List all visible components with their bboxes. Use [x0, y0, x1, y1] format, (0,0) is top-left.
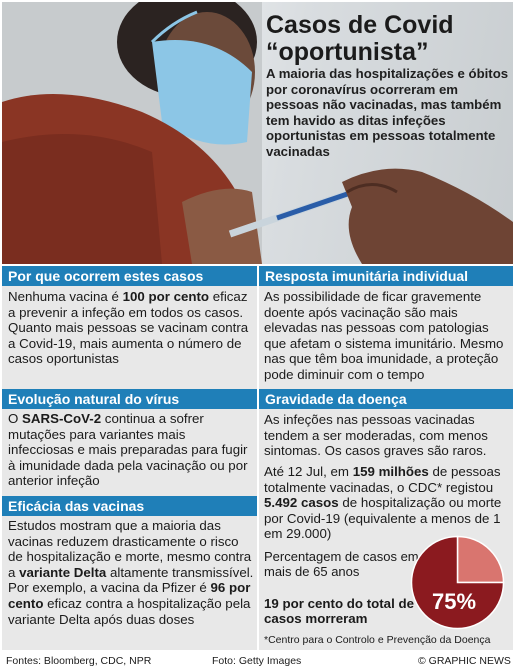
text-highlight: 5.492 casos [264, 495, 339, 511]
text-fragment: de pessoas totalmente vacinadas, o CDC* registou [264, 464, 501, 495]
section-text-efficacy [8, 518, 254, 627]
text-fragment: eficaz a prevenir a infeção em todos os casos. Quanto mais pessoas se vacinam contra a Covid-19, mais aumenta o número de casos oportunistas [8, 289, 249, 367]
section-heading-efficacy: Eficácia das vacinas [2, 496, 257, 516]
page-subtitle: A maioria das hospitalizações e óbitos por coronavírus ocorreram em pessoas não vacinadas, mas também tem havido as ditas infeções oportunistas em pessoas totalmente vacinadas [266, 66, 509, 159]
text-highlight: variante Delta [19, 564, 107, 580]
title-line-2: “oportunista” [266, 38, 429, 66]
section-text-evolution [8, 411, 254, 489]
footer-copyright: © GRAPHIC NEWS [418, 655, 511, 667]
text-fragment: eficaz contra a hospitalização pela variante Delta após duas doses [8, 595, 251, 627]
text-fragment: Até 12 Jul, em [264, 464, 353, 479]
section-heading-immune: Resposta imunitária individual [259, 266, 513, 286]
text-highlight: 100 por cento [122, 289, 210, 304]
section-heading-severity: Gravidade da doença [259, 389, 513, 409]
section-heading-evolution: Evolução natural do vírus [2, 389, 257, 409]
section-text-severity-2 [264, 464, 509, 542]
pie-slice [458, 537, 504, 583]
text-highlight: 96 por cento [8, 580, 251, 611]
title-line-1: Casos de Covid [266, 11, 454, 39]
section-text-severity-1: As infeções nas pessoas vacinadas tendem a ser moderadas, com menos sintomas. Os casos graves são raros. [264, 412, 488, 459]
text-fragment: Nenhuma vacina é [8, 289, 123, 304]
page-title [266, 12, 511, 66]
text-fragment: altamente transmissível. Por exemplo, a vacina da Pfizer é [8, 564, 254, 596]
text-fragment: O [8, 411, 23, 426]
text-fragment: continua a sofrer mutações para variantes mais infecciosas e mais preparadas para fugir à imunidade dada pela vacinação ou por anterior infeção [8, 411, 248, 489]
section-text-immune: As possibilidade de ficar gravemente doente após vacinação são mais elevadas nas pessoas com patologias que afetam o sistema imunitário. Mesmo nas que têm boa imunidade, a proteção pode diminuir com o tempo [264, 289, 504, 382]
footer [0, 652, 515, 671]
text-fragment: de hospitalização ou morte por Covid-19 (equivalente a menos de 1 em 29.000) [264, 495, 502, 542]
footer-sources: Fontes: Bloomberg, CDC, NPR [6, 655, 152, 667]
section-heading-why: Por que ocorrem estes casos [2, 266, 257, 286]
text-highlight: 159 milhões [352, 464, 429, 479]
footer-photo-credit: Foto: Getty Images [212, 655, 302, 667]
section-text-why [8, 289, 254, 367]
pie-chart [410, 535, 505, 630]
pie-chart-title: Percentagem de casos em mais de 65 anos [264, 549, 419, 579]
hero-photo [2, 2, 513, 264]
text-fragment: Estudos mostram que a maioria das vacinas reduzem drasticamente o risco de hospitalização e morte, mesmo contra a [8, 518, 252, 580]
footnote: *Centro para o Controlo e Prevenção da Doença [264, 634, 491, 646]
pie-slice-label: 75% [431, 589, 477, 614]
text-highlight: SARS-CoV-2 [22, 411, 102, 426]
pie-chart-caption: 19 por cento do total de casos morreram [264, 596, 414, 626]
